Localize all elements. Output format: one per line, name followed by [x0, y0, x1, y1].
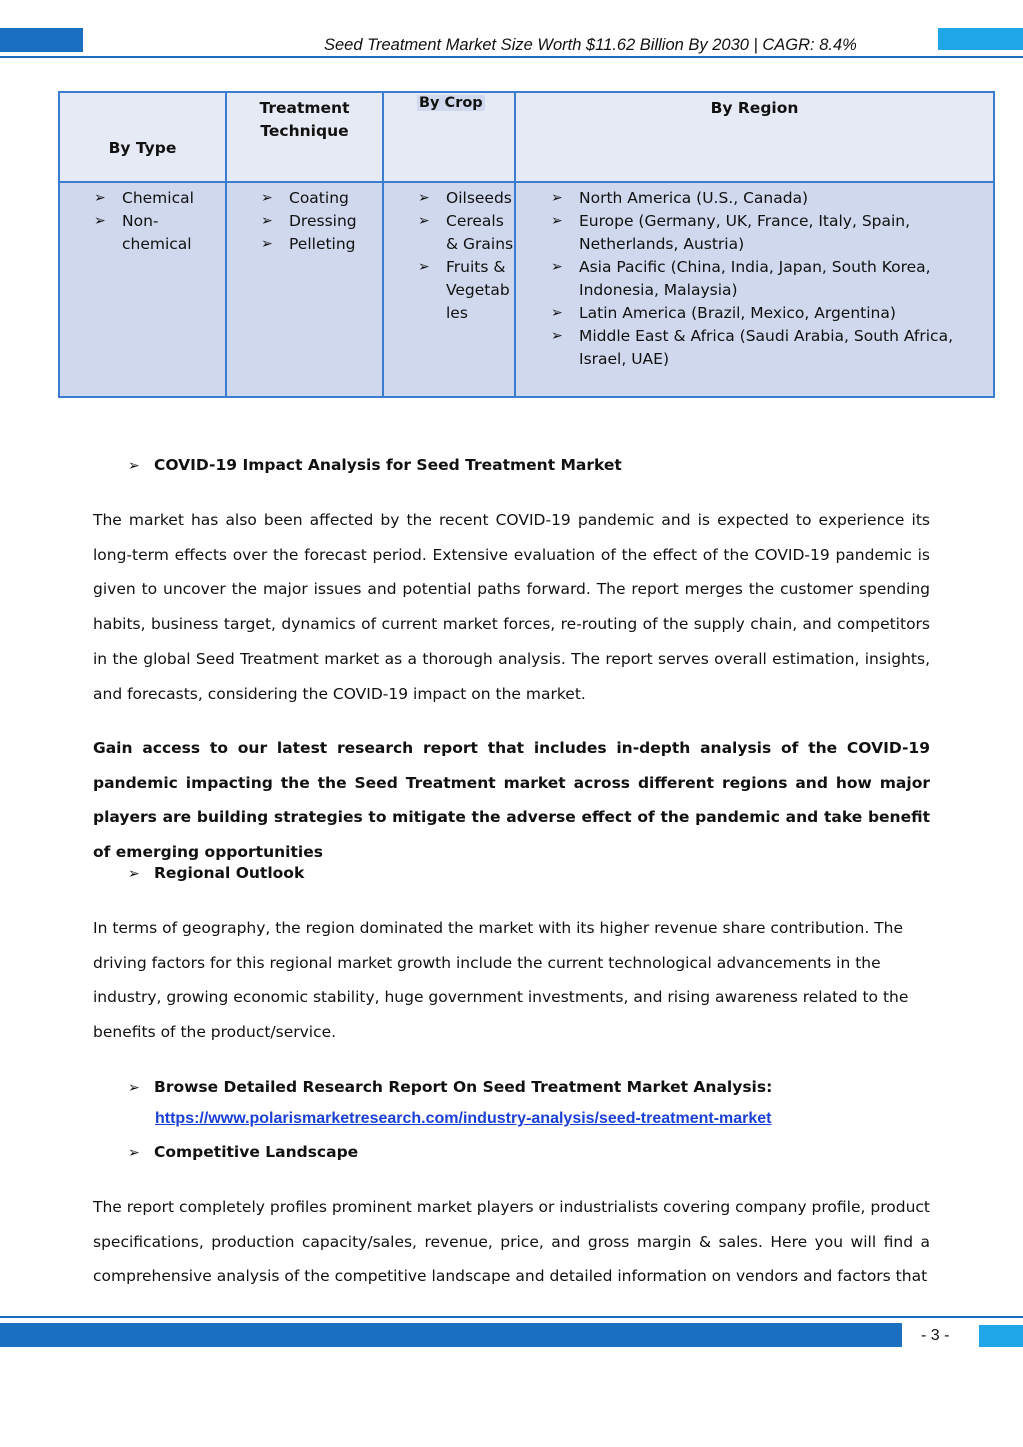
- arrow-bullet-icon: ➢: [128, 1145, 140, 1161]
- list-item: ➢ Oilseeds: [446, 187, 514, 210]
- arrow-bullet-icon: ➢: [128, 866, 140, 882]
- header-treatment-technique: Treatment Technique: [226, 92, 383, 182]
- header-accent-bar-right: [938, 28, 1023, 50]
- header-by-region: By Region: [515, 92, 994, 182]
- arrow-bullet-icon: ➢: [128, 458, 140, 474]
- arrow-bullet-icon: ➢: [418, 190, 430, 206]
- cell-technique-list: [226, 182, 383, 397]
- list-item: ➢ Latin America (Brazil, Mexico, Argentina): [579, 302, 959, 325]
- arrow-bullet-icon: ➢: [261, 213, 273, 229]
- header-by-crop: By Crop: [383, 92, 515, 182]
- arrow-bullet-icon: ➢: [551, 190, 563, 206]
- cell-region-list: [515, 182, 994, 397]
- covid-paragraph: The market has also been affected by the recent COVID-19 pandemic and is expected to experience its long-term effects over the forecast period. Extensive evaluation of the effect of the COVID-19 pandemic is given to uncover the major issues and potential paths forward. The report merges the customer spending habits, business target, dynamics of current market forces, re-routing of the supply chain, and competitors in the global Seed Treatment market as a thorough analysis. The report serves overall estimation, insights, and forecasts, considering the COVID-19 impact on the market.: [93, 511, 930, 703]
- browse-heading: ➢ Browse Detailed Research Report On Seed Treatment Market Analysis:: [128, 1078, 773, 1096]
- list-item: ➢ Dressing: [289, 210, 382, 233]
- arrow-bullet-icon: ➢: [261, 190, 273, 206]
- list-item: ➢ Non-chemical: [94, 212, 192, 253]
- regional-heading: ➢ Regional Outlook: [128, 864, 305, 882]
- footer-accent-bar: [0, 1323, 902, 1347]
- access-paragraph: Gain access to our latest research report that includes in-depth analysis of the COVID-19 pandemic impacting the the Seed Treatment market across different regions and how major players are building strategies to mitigate the adverse effect of the pandemic and take benefit of emerging opportunities: [93, 739, 930, 862]
- header-accent-bar-left: [0, 28, 83, 52]
- list-item: ➢ Middle East & Africa (Saudi Arabia, South Africa, Israel, UAE): [551, 327, 954, 368]
- competitive-heading: ➢ Competitive Landscape: [128, 1143, 359, 1161]
- list-item: ➢ Chemical: [122, 187, 225, 210]
- report-link[interactable]: https://www.polarismarketresearch.com/industry-analysis/seed-treatment-market: [155, 1110, 772, 1127]
- footer-accent-bar-right: [979, 1325, 1023, 1347]
- list-item: ➢ North America (U.S., Canada): [579, 187, 959, 210]
- list-item: ➢ Europe (Germany, UK, France, Italy, Spain, Netherlands, Austria): [551, 212, 911, 253]
- arrow-bullet-icon: ➢: [128, 1080, 140, 1096]
- arrow-bullet-icon: ➢: [261, 236, 273, 252]
- list-item: ➢ Fruits & Vegetables: [418, 258, 510, 322]
- arrow-bullet-icon: ➢: [94, 213, 106, 229]
- header-rule: [0, 56, 1023, 58]
- header-by-type: By Type: [59, 92, 226, 182]
- footer-rule: [0, 1316, 1023, 1318]
- arrow-bullet-icon: ➢: [94, 190, 106, 206]
- covid-heading: ➢ COVID-19 Impact Analysis for Seed Treatment Market: [128, 456, 622, 474]
- arrow-bullet-icon: ➢: [551, 328, 563, 344]
- list-item: ➢ Coating: [289, 187, 382, 210]
- cell-type-list: [59, 182, 226, 397]
- arrow-bullet-icon: ➢: [551, 259, 563, 275]
- list-item: ➢ Pelleting: [289, 233, 382, 256]
- list-item: ➢ Cereals & Grains: [418, 212, 514, 253]
- arrow-bullet-icon: ➢: [551, 305, 563, 321]
- segmentation-table: [58, 91, 995, 398]
- cell-crop-list: [383, 182, 515, 397]
- list-item: ➢ Asia Pacific (China, India, Japan, South Korea, Indonesia, Malaysia): [551, 258, 931, 299]
- arrow-bullet-icon: ➢: [418, 259, 430, 275]
- competitive-paragraph: The report completely profiles prominent market players or industrialists covering company profile, product specifications, production capacity/sales, revenue, price, and gross margin & sales. Here you will find a comprehensive analysis of the competitive landscape and detailed information on vendors and factors that: [93, 1198, 930, 1286]
- arrow-bullet-icon: ➢: [418, 213, 430, 229]
- arrow-bullet-icon: ➢: [551, 213, 563, 229]
- page-number: - 3 -: [921, 1327, 950, 1344]
- document-title: Seed Treatment Market Size Worth $11.62 Billion By 2030 | CAGR: 8.4%: [324, 36, 857, 54]
- regional-paragraph: In terms of geography, the region dominated the market with its higher revenue share contribution. The driving factors for this regional market growth include the current technological advancements in the industry, growing economic stability, huge government investments, and rising awareness related to the benefits of the product/service.: [93, 919, 909, 1042]
